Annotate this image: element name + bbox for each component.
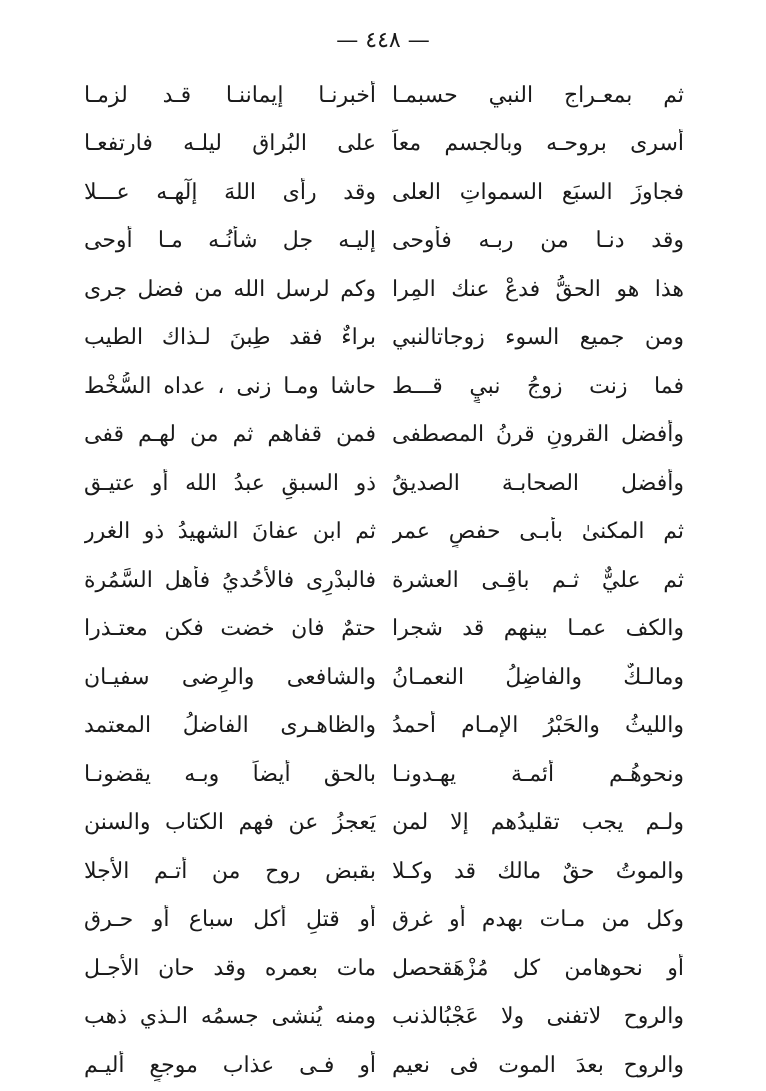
verse-first-hemistich: والموتُ حقٌ مالك قد وكـلا xyxy=(392,858,684,884)
verse-first-hemistich: أَو نحوهامن كل مُزْهَقحصل xyxy=(392,955,684,981)
verse-line xyxy=(84,169,684,218)
verse-line xyxy=(84,315,684,364)
verse-first-hemistich: والروح بعدَ الموت فى نعيم xyxy=(392,1052,684,1078)
verse-line xyxy=(84,1042,684,1091)
page-number: — ٤٤٨ — xyxy=(336,28,430,53)
verse-first-hemistich: هذا هو الحقُّ فدعْ عنك المِرا xyxy=(392,276,684,302)
verse-second-hemistich: على البُراق ليلـه فارتفعـا xyxy=(84,131,376,157)
verse-first-hemistich: ونحوهُـم أئمـة يهـدونـا xyxy=(392,761,684,787)
verse-first-hemistich: وأفضل الصحابـة الصديقُ xyxy=(392,470,684,496)
verse-first-hemistich: ومن جميع السوء زوجاتالنبي xyxy=(392,325,684,351)
verse-first-hemistich: والليثُ والحَبْرُ الإمـام أحمدُ xyxy=(392,713,684,739)
verse-line xyxy=(84,654,684,703)
verse-first-hemistich: والكف عمـا بينهم قد شجرا xyxy=(392,616,684,642)
verse-line xyxy=(84,945,684,994)
verse-line xyxy=(84,121,684,170)
verse-first-hemistich: ثم بمعـراج النبي حسبمـا xyxy=(392,82,684,108)
verse-second-hemistich: فمن قفاهم ثم من لهـم قفى xyxy=(84,422,376,448)
verse-second-hemistich: يَعجزُ عن فهم الكتاب والسنن xyxy=(84,810,376,836)
verse-second-hemistich: أو فـى عذاب موجعٍ أليـم xyxy=(84,1052,376,1078)
verse-second-hemistich: مات بعمره وقد حان الأَجـل xyxy=(84,955,376,981)
verse-first-hemistich: أسرى بروحـه وبالجسم معاً xyxy=(392,131,684,157)
verse-second-hemistich: حاشا ومـا زنى ، عداه السُّخْط xyxy=(84,373,376,399)
verse-first-hemistich: والروح لاتفنى ولا عَجْبُالذنب xyxy=(392,1004,684,1030)
verse-second-hemistich: والظاهـرى الفاضلُ المعتمد xyxy=(84,713,376,739)
verse-line xyxy=(84,218,684,267)
verse-line xyxy=(84,994,684,1043)
verse-second-hemistich: بالحق أيضاً وبـه يقضونـا xyxy=(84,761,376,787)
verse-second-hemistich: ثم ابن عفانَ الشهيدُ ذو الغرر xyxy=(84,519,376,545)
verse-second-hemistich: ومنه يُنشى جسمُه الـذي ذهب xyxy=(84,1004,376,1030)
verse-second-hemistich: وكم لرسل الله من فضل جرى xyxy=(84,276,376,302)
verse-second-hemistich: إليـه جل شأنُـه مـا أوحى xyxy=(84,228,376,254)
verse-line xyxy=(84,703,684,752)
verse-second-hemistich: أخبرنـا إيماننـا قـد لزمـا xyxy=(84,82,376,108)
poem-verses xyxy=(84,72,684,1091)
verse-second-hemistich: والشافعى والرِضى سفيـان xyxy=(84,664,376,690)
verse-first-hemistich: ثم المكنىٰ بأَبـى حفصٍ عمر xyxy=(392,519,684,545)
verse-first-hemistich: ومالـكٌ والفاضِلُ النعمـانُ xyxy=(392,664,684,690)
verse-first-hemistich: فجاوزَ السبَع السمواتِ العلى xyxy=(392,179,684,205)
verse-second-hemistich: أو قتلِ أكل سباع أو حـرق xyxy=(84,907,376,933)
verse-first-hemistich: فما زنت زوجُ نبيٍ قـــط xyxy=(392,373,684,399)
verse-second-hemistich: براءٌ فقد طِبنَ لـذاك الطيب xyxy=(84,325,376,351)
verse-first-hemistich: وقد دنـا من ربـه فأَوحى xyxy=(392,228,684,254)
verse-line xyxy=(84,363,684,412)
verse-line xyxy=(84,800,684,849)
verse-first-hemistich: وأفضل القرونِ قرنُ المصطفى xyxy=(392,422,684,448)
verse-line xyxy=(84,266,684,315)
verse-second-hemistich: حتمٌ فان خضت فكن معتـذرا xyxy=(84,616,376,642)
verse-line xyxy=(84,897,684,946)
verse-second-hemistich: بقبض روح من أتـم الأَجلا xyxy=(84,858,376,884)
verse-line xyxy=(84,72,684,121)
verse-second-hemistich: وقد رأى اللهَ إلٓهـه عـــلا xyxy=(84,179,376,205)
verse-second-hemistich: فالبدْرِى فالأُحُديُ فأَهل السَّمُرة xyxy=(84,567,376,593)
verse-line xyxy=(84,606,684,655)
verse-first-hemistich: وكل من مـات بهدم أو غرق xyxy=(392,907,684,933)
verse-line xyxy=(84,557,684,606)
verse-line xyxy=(84,412,684,461)
verse-line xyxy=(84,460,684,509)
verse-first-hemistich: ولـم يجب تقليدُهم إلا لمن xyxy=(392,810,684,836)
verse-first-hemistich: ثم عليٌّ ثـم باقِـى العشرة xyxy=(392,567,684,593)
verse-second-hemistich: ذو السبقِ عبدُ الله أو عتيـق xyxy=(84,470,376,496)
verse-line xyxy=(84,509,684,558)
verse-line xyxy=(84,848,684,897)
verse-line xyxy=(84,751,684,800)
